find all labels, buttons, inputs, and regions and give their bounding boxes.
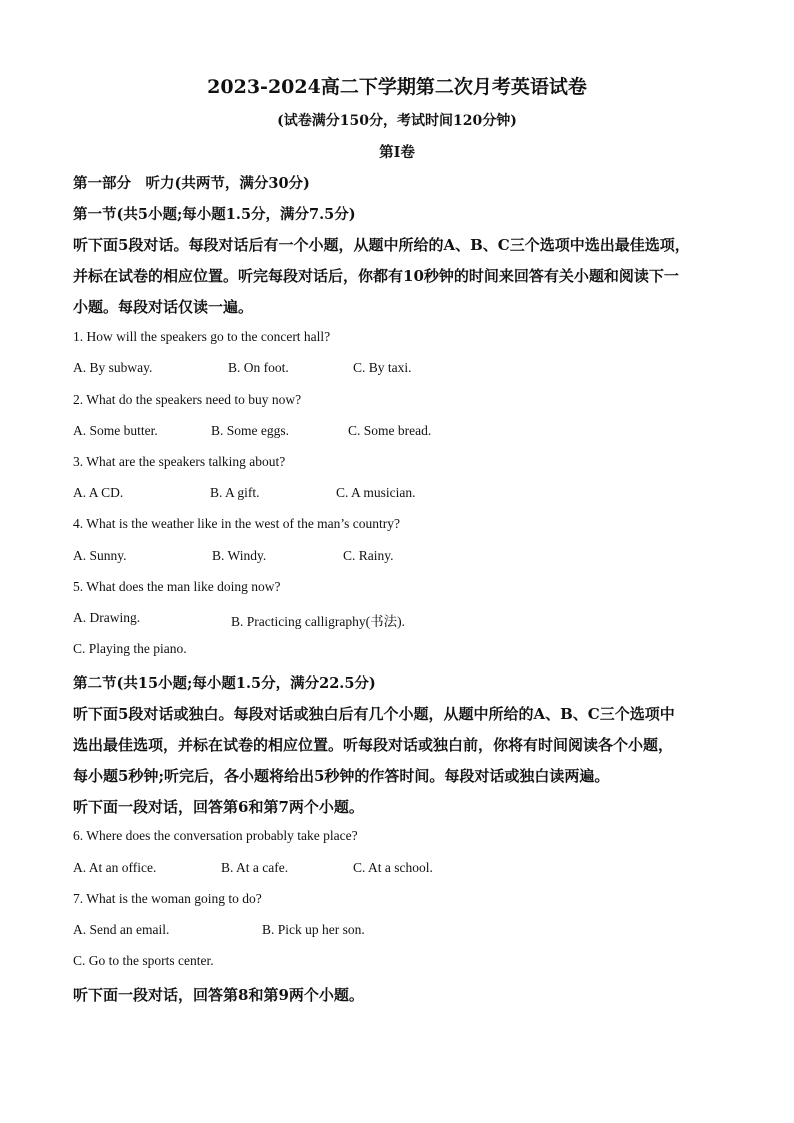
question-option: B. Pick up her son. [262,922,365,937]
question-option: C. Go to the sports center. [73,953,214,968]
question-option: C. By taxi. [353,360,412,375]
question-option: C. Some bread. [348,423,432,438]
question-option: A. A CD. [73,485,124,500]
question-option: B. Windy. [212,548,267,563]
volume-label: 第I卷 [379,144,415,161]
section1-instruction-line: 并标在试卷的相应位置。听完每段对话后，你都有10秒钟的时间来回答有关小题和阅读下一 [73,267,679,285]
question-option: C. Rainy. [343,548,394,563]
question-option: A. At an office. [73,860,157,875]
section1-heading: 第一节(共5小题;每小题1.5分，满分7.5分) [73,206,356,223]
section2-heading: 第二节(共15小题;每小题1.5分，满分22.5分) [73,675,376,692]
question-stem: 5. What does the man like doing now? [73,579,281,594]
question-option: A. Drawing. [73,610,141,625]
question-option: A. Sunny. [73,548,127,563]
question-option: B. A gift. [210,485,260,500]
exam-title: 2023-2024高二下学期第二次月考英语试卷 [207,76,587,98]
question-option: A. By subway. [73,360,153,375]
question-stem: 6. Where does the conversation probably take place? [73,828,358,843]
section2-instruction-line: 每小题5秒钟;听完后，各小题将给出5秒钟的作答时间。每段对话或独白读两遍。 [73,767,610,785]
part1-heading: 第一部分 听力(共两节，满分30分) [73,175,310,192]
question-option: C. A musician. [336,485,416,500]
exam-subtitle: (试卷满分150分，考试时间120分钟) [277,113,517,129]
question-option: C. At a school. [353,860,433,875]
question-stem: 2. What do the speakers need to buy now? [73,392,302,407]
section2-instruction-line: 听下面5段对话或独白。每段对话或独白后有几个小题，从题中所给的A、B、C三个选项中 [73,705,675,723]
question-stem: 3. What are the speakers talking about? [73,454,286,469]
question-option: A. Send an email. [73,922,170,937]
question-option: B. Practicing calligraphy(书法). [231,614,405,629]
dialogue-prompt: 听下面一段对话，回答第6和第7两个小题。 [73,798,364,816]
question-option: B. At a cafe. [221,860,289,875]
question-option: A. Some butter. [73,423,158,438]
question-stem: 4. What is the weather like in the west of the man’s country? [73,516,401,531]
question-stem: 1. How will the speakers go to the concert hall? [73,329,331,344]
question-stem: 7. What is the woman going to do? [73,891,262,906]
question-option: B. On foot. [228,360,289,375]
question-option: B. Some eggs. [211,423,290,438]
dialogue-prompt: 听下面一段对话，回答第8和第9两个小题。 [73,986,364,1004]
section1-instruction-line: 听下面5段对话。每段对话后有一个小题，从题中所给的A、B、C三个选项中选出最佳选项， [73,236,690,254]
question-option: C. Playing the piano. [73,641,187,656]
section2-instruction-line: 选出最佳选项，并标在试卷的相应位置。听每段对话或独白前，你将有时间阅读各个小题， [73,736,674,754]
section1-instruction-line: 小题。每段对话仅读一遍。 [73,298,254,316]
